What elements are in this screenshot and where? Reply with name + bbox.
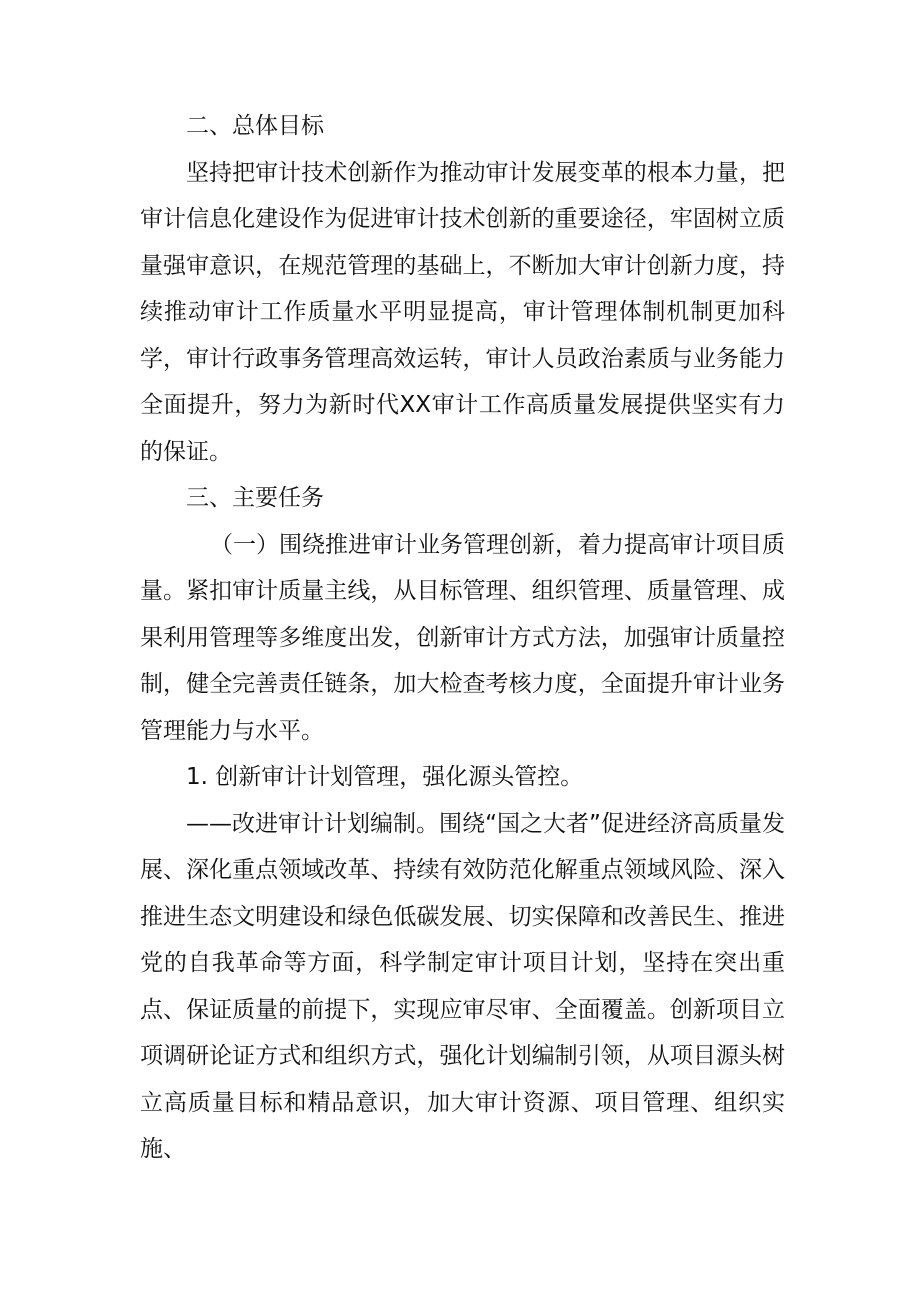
- body-paragraph-goal: 坚持把审计技术创新作为推动审计发展变革的根本力量，把审计信息化建设作为促进审计技术创新的重要途径，牢固树立质量强审意识，在规范管理的基础上，不断加大审计创新力度，持续推动审计工作质量水平明显提高，审计管理体制机制更加科学，审计行政事务管理高效运转，审计人员政治素质与业务能力全面提升，努力为新时代XX审计工作高质量发展提供坚实有力的保证。: [140, 159, 785, 465]
- body-paragraph-task-1: （一）围绕推进审计业务管理创新，着力提高审计项目质量。紧扣审计质量主线，从目标管理、组织管理、质量管理、成果利用管理等多维度出发，创新审计方式方法，加强审计质量控制，健全完善责任链条，加大检查考核力度，全面提升审计业务管理能力与水平。: [140, 531, 785, 744]
- document-body: [140, 103, 785, 1173]
- section-heading-main-tasks: 三、主要任务: [186, 485, 324, 511]
- body-paragraph-plan-compilation: ——改进审计计划编制。围绕“国之大者”促进经济高质量发展、深化重点领域改革、持续有效防范化解重点领域风险、深入推进生态文明建设和绿色低碳发展、切实保障和改善民生、推进党的自我革命等方面，科学制定审计项目计划，坚持在突出重点、保证质量的前提下，实现应审尽审、全面覆盖。创新项目立项调研论证方式和组织方式，强化计划编制引领，从项目源头树立高质量目标和精品意识，加大审计资源、项目管理、组织实施、: [140, 810, 785, 1162]
- subheading-plan-management: 1. 创新审计计划管理，强化源头管控。: [186, 764, 584, 790]
- section-heading-overall-goal: 二、总体目标: [186, 113, 324, 139]
